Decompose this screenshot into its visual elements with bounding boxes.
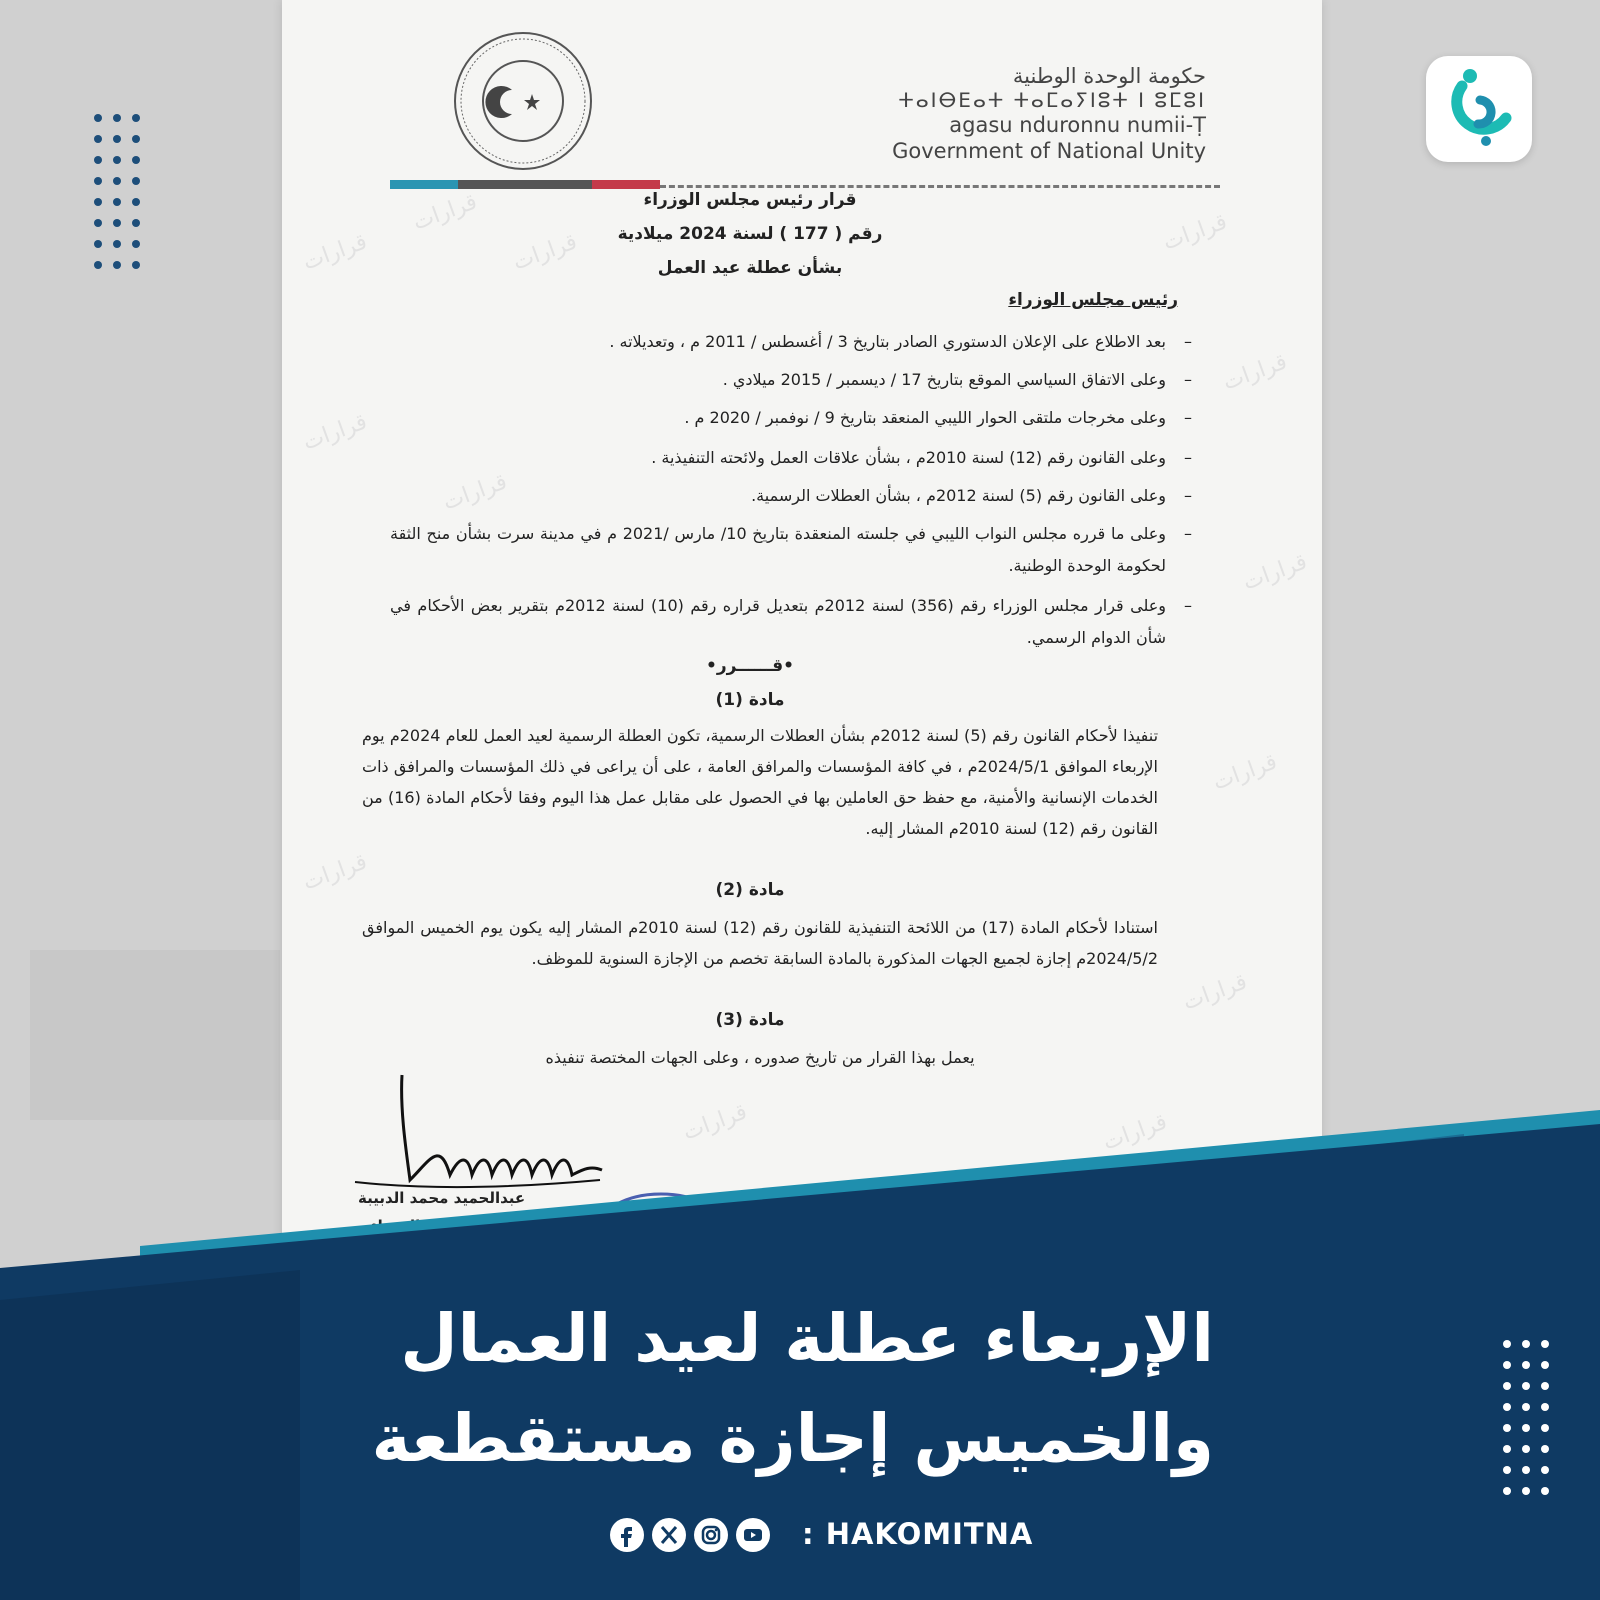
watermark-text: قرارات bbox=[1219, 349, 1291, 396]
government-name-english: Government of National Unity bbox=[892, 139, 1206, 163]
watermark-text: قرارات bbox=[299, 229, 371, 276]
decorative-dot-grid bbox=[1503, 1340, 1549, 1495]
preamble-item: – وعلى ما قرره مجلس النواب الليبي في جلسته المنعقدة بتاريخ 10/ مارس /2021 م في مدينة سرت بشأن منح الثقة لحكومة الوحدة الوطنية. bbox=[390, 524, 1192, 575]
government-name-tifinagh: ⵜⴰⵏⴱⴹⴰⵜ ⵜⴰⵎⴰⵢⵏⵓⵜ ⵏ ⵓⵎⵓⵏ bbox=[898, 88, 1206, 112]
preamble-item: – وعلى القانون رقم (5) لسنة 2012م ، بشأن العطلات الرسمية. bbox=[751, 486, 1192, 505]
article-1-title: مادة (1) bbox=[715, 690, 785, 710]
social-handle[interactable]: : HAKOMITNA bbox=[802, 1517, 1034, 1551]
signer-name: عبدالحميد محمد الدبيبة bbox=[358, 1189, 526, 1207]
watermark-text: قرارات bbox=[299, 409, 371, 456]
watermark-text: قرارات bbox=[1099, 1109, 1171, 1156]
watermark-text: قرارات bbox=[1179, 969, 1251, 1016]
preamble-item: – وعلى القانون رقم (12) لسنة 2010م ، بشأن علاقات العمل ولائحته التنفيذية . bbox=[651, 448, 1192, 467]
article-3-title: مادة (3) bbox=[715, 1010, 785, 1030]
decided-heading: •قــــــرر• bbox=[705, 656, 795, 676]
watermark-text: قرارات bbox=[679, 1099, 751, 1146]
watermark-text: قرارات bbox=[1209, 749, 1281, 796]
watermark-text: قرارات bbox=[299, 849, 371, 896]
government-name-amazigh: agasu nduronnu numii-Ṭ bbox=[949, 113, 1206, 137]
facebook-icon[interactable] bbox=[610, 1518, 644, 1552]
watermark-text: قرارات bbox=[1159, 209, 1231, 256]
headline-line-2: والخميس إجازة مستقطعة bbox=[371, 1400, 1214, 1477]
decree-number: رقم ( 177 ) لسنة 2024 ميلادية bbox=[617, 224, 883, 244]
headline-line-1: الإربعاء عطلة لعيد العمال bbox=[400, 1300, 1214, 1377]
preamble-item: – وعلى مخرجات ملتقى الحوار الليبي المنعقد بتاريخ 9 / نوفمبر / 2020 م . bbox=[684, 408, 1192, 427]
watermark-text: قرارات bbox=[439, 469, 511, 516]
youtube-icon[interactable] bbox=[736, 1518, 770, 1552]
article-2-title: مادة (2) bbox=[715, 880, 785, 900]
watermark-text: قرارات bbox=[1239, 549, 1311, 596]
decree-subject: بشأن عطلة عيد العمل bbox=[657, 258, 843, 278]
preamble-item: – بعد الاطلاع على الإعلان الدستوري الصادر بتاريخ 3 / أغسطس / 2011 م ، وتعديلاته . bbox=[609, 332, 1192, 351]
watermark-text: قرارات bbox=[409, 189, 481, 236]
instagram-icon[interactable] bbox=[694, 1518, 728, 1552]
preamble-item: – وعلى الاتفاق السياسي الموقع بتاريخ 17 / ديسمبر / 2015 ميلادي . bbox=[722, 370, 1192, 389]
government-name-arabic: حكومة الوحدة الوطنية bbox=[1012, 64, 1206, 88]
article-2-text: استنادا لأحكام المادة (17) من اللائحة التنفيذية للقانون رقم (12) لسنة 2010م المشار إليه يكون يوم الخميس الموافق 2024/5/2م إجازة لجميع الجهات المذكورة بالمادة السابقة تخصم من الإجازة السنوية للموظف. bbox=[362, 918, 1159, 968]
watermark-text: قرارات bbox=[509, 229, 581, 276]
article-3-text: يعمل بهذا القرار من تاريخ صدوره ، وعلى الجهات المختصة تنفيذه bbox=[545, 1048, 975, 1067]
decree-title: قرار رئيس مجلس الوزراء bbox=[643, 190, 857, 210]
article-1-text: تنفيذا لأحكام القانون رقم (5) لسنة 2012م بشأن العطلات الرسمية، تكون العطلة الرسمية لعيد العمل للعام 2024م يوم الإربعاء الموافق 2024/5/1م ، في كافة المؤسسات والمرافق العامة ، على أن يراعى في ذلك المؤسسات والمرافق ذات الخدمات الإنسانية والأمنية، مع حفظ حق العاملين بها في الحصول على مقابل عمل هذا اليوم وفقا لأحكام المادة (16) من القانون رقم (12) لسنة 2010م المشار إليه. bbox=[362, 726, 1159, 838]
section-heading: رئيس مجلس الوزراء bbox=[1008, 290, 1178, 310]
preamble-item: – وعلى قرار مجلس الوزراء رقم (356) لسنة 2012م بتعديل قراره رقم (10) لسنة 2012م بتقرير بعض الأحكام في شأن الدوام الرسمي. bbox=[390, 596, 1192, 647]
x-icon[interactable] bbox=[652, 1518, 686, 1552]
